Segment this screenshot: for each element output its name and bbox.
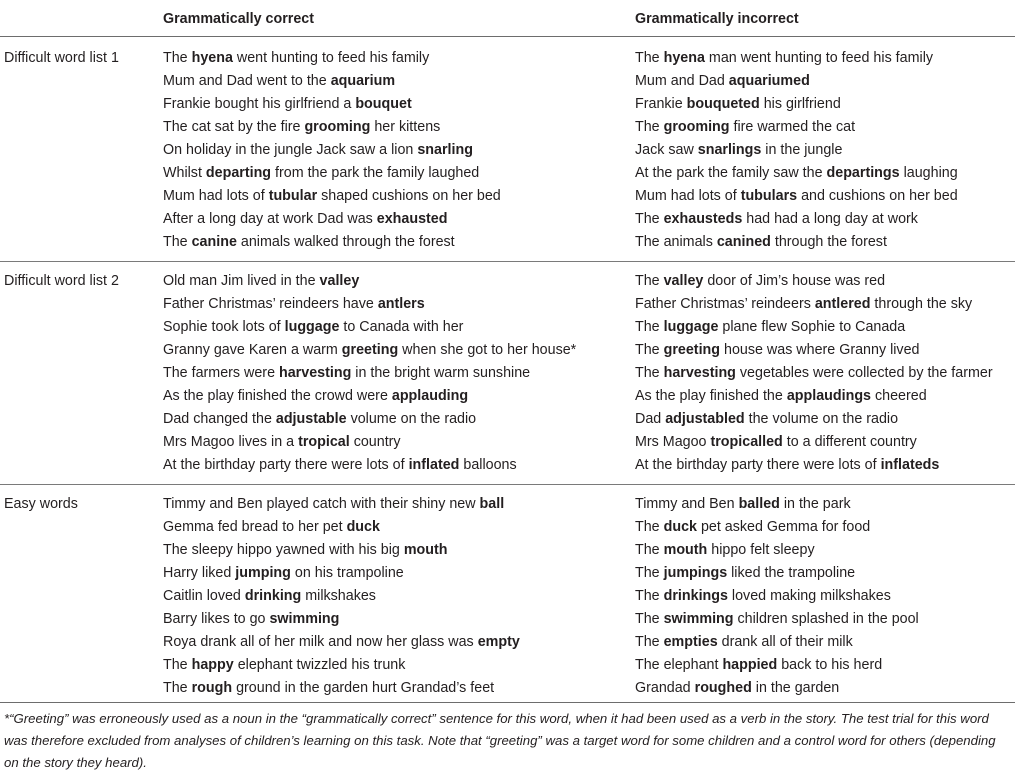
sentence-text: to a different country [782,434,917,450]
sentence-row [635,93,958,116]
sentence-text: The [635,542,664,558]
target-word: valley [663,273,704,289]
sentence-row [163,608,520,631]
target-word: tropicalled [710,434,783,450]
target-word: greeting [341,342,399,358]
sentence-text: country [349,434,401,450]
sentence-text: to Canada with her [339,319,464,335]
target-word: drinkings [663,588,728,604]
sentence-text: on his trampoline [290,565,404,581]
sentence-text: Mrs Magoo lives in a [163,434,299,450]
sentence-text: Sophie took lots of [163,319,285,335]
sentence-text: The [635,342,664,358]
sentence-row [163,385,576,408]
sentence-text: The [635,365,664,381]
sentence-row [163,585,520,608]
target-word: aquariumed [728,73,810,89]
sentence-text: from the park the family laughed [271,165,480,181]
sentence-text: After a long day at work Dad was [163,211,377,227]
target-word: canine [191,234,237,250]
sentence-text: Dad [635,411,666,427]
target-word: roughed [694,680,752,696]
footnote: *“Greeting” was erroneously used as a noun in the “grammatically correct” sentence for this word, when it had been used as a verb in the story. The test trial for this word was therefore excluded from analyses of children’s learning on this task. Note that “greeting” was a target word for some children and a control word for others (depending on the story they heard). [4,711,996,770]
sentence-text: The [635,50,664,66]
sentence-text: The [635,519,664,535]
sentence-text: The [635,634,664,650]
sentence-row [635,70,958,93]
sentence-text: The animals [635,234,717,250]
target-word: luggage [284,319,340,335]
target-word: departings [826,165,900,181]
sentence-row [163,139,501,162]
sentence-text: Timmy and Ben [635,496,739,512]
sentence-text: Father Christmas’ reindeers [635,296,815,312]
sentence-row [163,316,576,339]
target-word: hyena [663,50,705,66]
sentence-text: The [635,611,664,627]
target-word: adjustable [275,411,347,427]
sentence-text: Caitlin loved [163,588,245,604]
sentence-text: At the birthday party there were lots of [635,457,881,473]
sentence-text: ground in the garden hurt Grandad’s feet [232,680,495,696]
sentence-text: when she got to her house* [398,342,577,358]
target-word: applaudings [786,388,872,404]
incorrect-sentences-list [635,270,993,477]
target-word: duck [663,519,697,535]
sentence-text: children splashed in the pool [733,611,919,627]
sentence-text: Frankie bought his girlfriend a [163,96,356,112]
sentence-text: drank all of their milk [717,634,853,650]
group-divider [0,261,1015,262]
sentence-text: The [635,565,664,581]
sentence-text: pet asked Gemma for food [696,519,871,535]
sentence-text: The [635,273,664,289]
sentence-text: house was where Granny lived [720,342,920,358]
sentence-row [163,70,501,93]
target-word: harvesting [663,365,736,381]
sentence-text: Timmy and Ben played catch with their shiny new [163,496,480,512]
sentence-text: through the forest [770,234,887,250]
target-word: jumping [235,565,291,581]
target-word: hyena [191,50,233,66]
group-label: Difficult word list 1 [4,50,119,66]
sentence-row [635,231,958,254]
sentence-text: laughing [899,165,958,181]
target-word: jumpings [663,565,728,581]
sentence-text: Granny gave Karen a warm [163,342,342,358]
sentence-text: man went hunting to feed his family [704,50,934,66]
sentence-row [635,47,958,70]
sentence-row [163,431,576,454]
target-word: rough [191,680,233,696]
header-grammatically-correct: Grammatically correct [163,11,314,27]
target-word: valley [319,273,360,289]
sentence-row [635,677,919,700]
sentence-text: Harry liked [163,565,236,581]
sentence-row [163,516,520,539]
sentence-row [635,539,919,562]
sentence-text: As the play finished the crowd were [163,388,392,404]
sentence-text: At the birthday party there were lots of [163,457,409,473]
incorrect-sentences-list [635,47,958,254]
incorrect-sentences-list [635,493,919,700]
group-label: Easy words [4,496,78,512]
sentence-row [163,562,520,585]
sentence-row [163,539,520,562]
sentence-text: Old man Jim lived in the [163,273,320,289]
sentence-row [635,293,993,316]
correct-sentences-list [163,47,501,254]
header-divider [0,36,1015,37]
sentence-row [635,385,993,408]
table-header-row [0,8,1015,30]
sentence-text: milkshakes [301,588,376,604]
sentence-row [635,454,993,477]
sentence-text: fire warmed the cat [729,119,856,135]
target-word: happy [191,657,234,673]
sentence-text: and cushions on her bed [797,188,958,204]
target-word: tubulars [740,188,798,204]
sentence-row [635,362,993,385]
sentence-row [163,47,501,70]
sentence-text: Mum and Dad went to the [163,73,331,89]
sentence-row [635,139,958,162]
sentence-row [635,562,919,585]
sentence-row [635,208,958,231]
target-word: grooming [304,119,371,135]
header-grammatically-incorrect: Grammatically incorrect [635,11,799,27]
sentence-row [163,677,520,700]
target-word: inflateds [880,457,940,473]
sentence-row [635,339,993,362]
target-word: exhausted [376,211,448,227]
sentence-text: The [635,119,664,135]
sentence-row [635,431,993,454]
sentence-row [635,516,919,539]
target-word: inflated [408,457,460,473]
sentence-text: her kittens [370,119,441,135]
sentence-text: The [163,50,192,66]
sentence-row [635,185,958,208]
target-word: exhausteds [663,211,743,227]
target-word: empties [663,634,718,650]
target-word: tropical [298,434,350,450]
sentence-text: The elephant [635,657,723,673]
target-word: grooming [663,119,730,135]
target-word: mouth [663,542,708,558]
sentence-text: Mum had lots of [163,188,269,204]
group-label: Difficult word list 2 [4,273,119,289]
sentence-text: Jack saw [635,142,698,158]
target-word: bouqueted [686,96,760,112]
target-word: applauding [391,388,469,404]
sentence-row [163,493,520,516]
sentence-text: his girlfriend [759,96,841,112]
sentence-text: Mum had lots of [635,188,741,204]
target-word: balled [738,496,780,512]
sentence-text: As the play finished the [635,388,787,404]
sentence-text: Whilst [163,165,206,181]
correct-sentences-list [163,493,520,700]
sentence-row [635,631,919,654]
sentence-row [163,339,576,362]
sentence-row [635,585,919,608]
target-word: antlers [377,296,425,312]
sentence-text: Frankie [635,96,687,112]
target-word: happied [722,657,778,673]
target-word: bouquet [355,96,412,112]
sentence-text: volume on the radio [346,411,477,427]
sentence-text: The [163,234,192,250]
sentence-text: Gemma fed bread to her pet [163,519,347,535]
sentence-text: The [635,588,664,604]
sentence-row [163,454,576,477]
sentence-text: The sleepy hippo yawned with his big [163,542,404,558]
sentence-row [635,270,993,293]
sentence-text: On holiday in the jungle Jack saw a lion [163,142,418,158]
group-divider [0,484,1015,485]
sentence-row [635,116,958,139]
target-word: tubular [268,188,318,204]
sentence-text: shaped cushions on her bed [317,188,501,204]
target-word: canined [716,234,771,250]
sentence-text: The [163,657,192,673]
sentence-text: had had a long day at work [742,211,918,227]
correct-sentences-list [163,270,576,477]
sentence-text: The [635,319,664,335]
table-bottom-rule [0,702,1015,703]
target-word: antlered [814,296,871,312]
sentence-text: liked the trampoline [727,565,856,581]
sentence-row [163,270,576,293]
sentence-text: The [635,211,664,227]
sentence-row [163,116,501,139]
sentence-text: in the park [779,496,851,512]
sentence-text: The [163,680,192,696]
sentence-text: in the bright warm sunshine [351,365,531,381]
target-word: empty [477,634,520,650]
sentence-row [635,316,993,339]
sentence-text: Father Christmas’ reindeers have [163,296,378,312]
sentence-row [163,362,576,385]
target-word: mouth [403,542,448,558]
sentence-text: went hunting to feed his family [232,50,430,66]
target-word: departing [205,165,272,181]
sentence-text: through the sky [870,296,973,312]
target-word: aquarium [330,73,396,89]
target-word: swimming [663,611,734,627]
sentence-text: animals walked through the forest [236,234,455,250]
sentence-row [635,654,919,677]
sentence-text: vegetables were collected by the farmer [735,365,993,381]
sentence-row [163,231,501,254]
target-word: snarlings [697,142,762,158]
target-word: duck [346,519,380,535]
sentence-text: Roya drank all of her milk and now her glass was [163,634,478,650]
sentence-row [163,408,576,431]
target-word: luggage [663,319,719,335]
sentence-text: loved making milkshakes [727,588,891,604]
sentence-text: in the garden [751,680,840,696]
sentence-text: plane flew Sophie to Canada [718,319,906,335]
sentence-text: balloons [459,457,517,473]
sentence-text: elephant twizzled his trunk [233,657,406,673]
sentence-row [163,185,501,208]
sentence-text: cheered [871,388,927,404]
sentence-text: Grandad [635,680,695,696]
sentence-text: back to his herd [777,657,883,673]
target-word: greeting [663,342,721,358]
target-word: adjustabled [665,411,745,427]
sentence-row [163,162,501,185]
sentence-row [635,493,919,516]
sentence-row [635,408,993,431]
target-word: snarling [417,142,473,158]
sentence-text: Barry likes to go [163,611,270,627]
sentence-text: Mrs Magoo [635,434,711,450]
sentence-text: The cat sat by the fire [163,119,305,135]
sentence-text: the volume on the radio [744,411,899,427]
target-word: harvesting [279,365,352,381]
sentence-row [163,654,520,677]
sentence-text: Dad changed the [163,411,276,427]
sentence-row [635,608,919,631]
target-word: swimming [269,611,340,627]
sentence-row [163,93,501,116]
target-word: drinking [244,588,302,604]
sentence-row [163,631,520,654]
sentence-row [163,293,576,316]
sentence-text: in the jungle [761,142,843,158]
sentence-row [635,162,958,185]
sentence-text: Mum and Dad [635,73,729,89]
sentence-text: The farmers were [163,365,279,381]
sentence-text: At the park the family saw the [635,165,827,181]
target-word: ball [479,496,505,512]
sentence-text: door of Jim’s house was red [703,273,886,289]
sentence-row [163,208,501,231]
sentence-text: hippo felt sleepy [707,542,815,558]
